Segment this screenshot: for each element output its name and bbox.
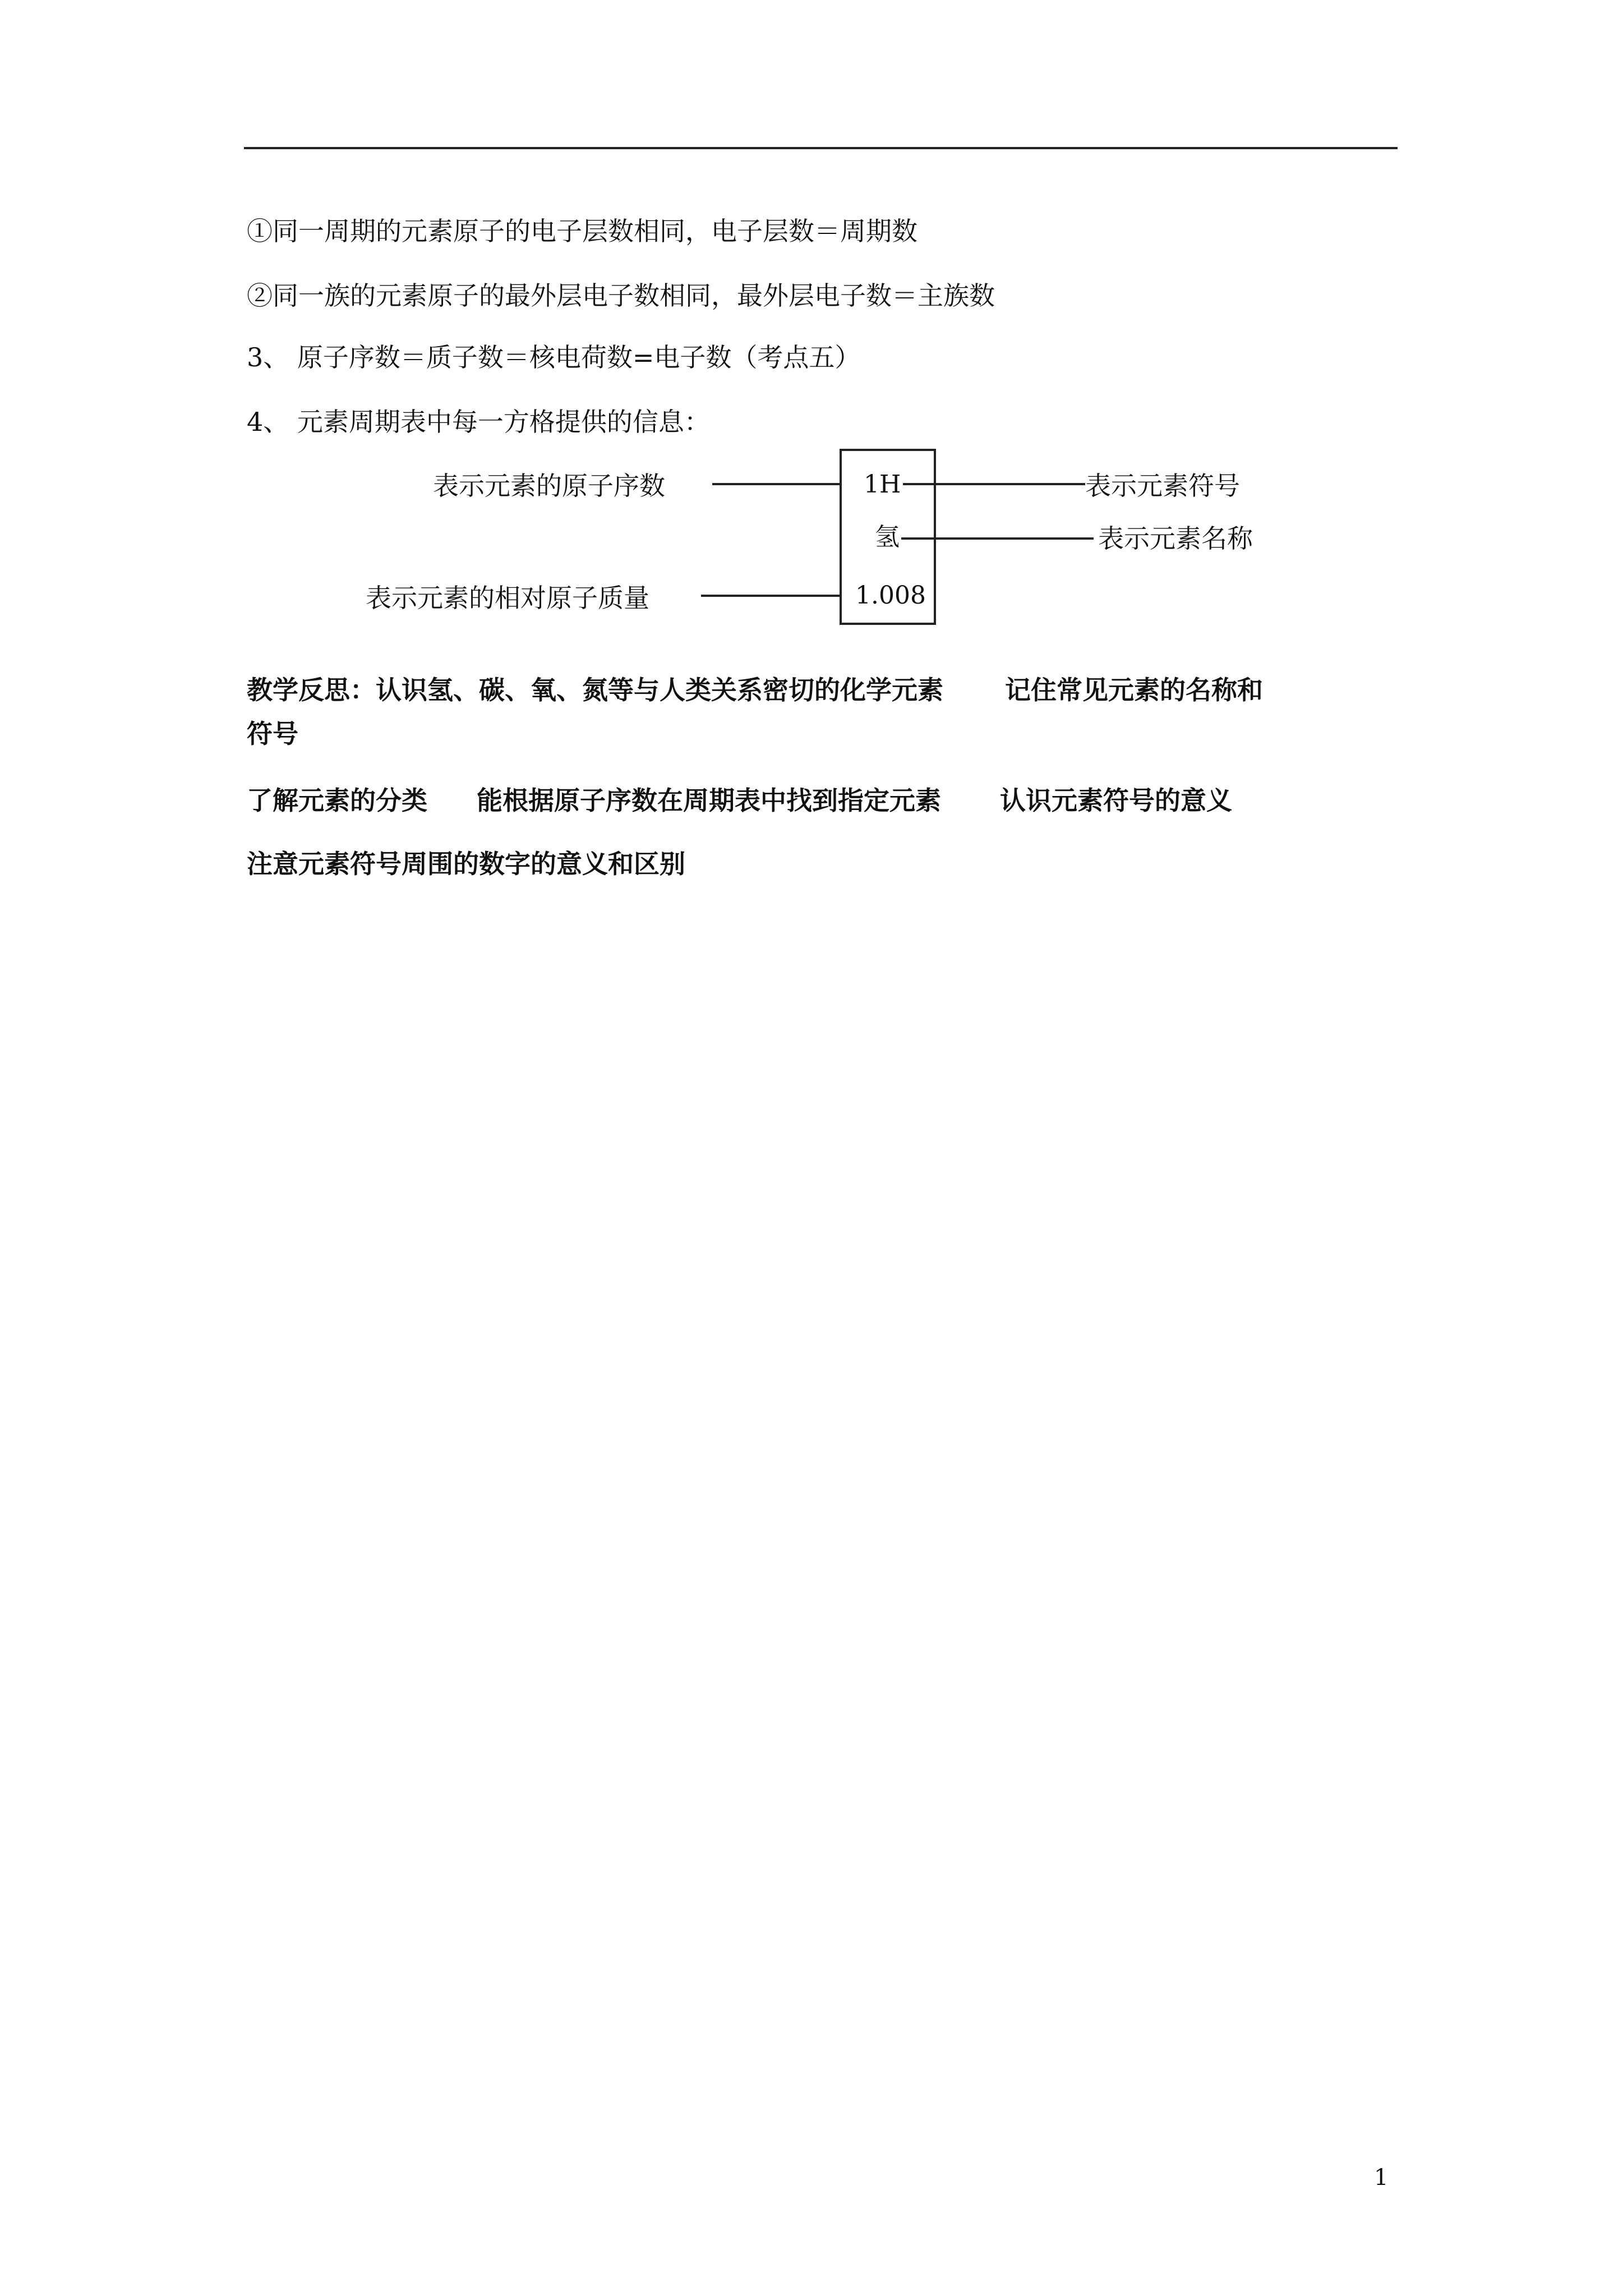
- period-rule-line: ①同一周期的元素原子的电子层数相同，电子层数＝周期数: [247, 216, 917, 246]
- page-number: 1: [1374, 2165, 1389, 2191]
- reflection-line-1-cont: 符号: [247, 719, 298, 749]
- cell-atomic-mass: 1.008: [855, 581, 926, 610]
- reflection-line-3: 注意元素符号周围的数字的意义和区别: [247, 849, 685, 879]
- name-label: 表示元素名称: [1098, 523, 1253, 554]
- mass-label: 表示元素的相对原子质量: [366, 583, 649, 613]
- reflection-text-1b: 记住常见元素的名称和: [1005, 675, 1263, 705]
- reflection-line-1: [247, 673, 1263, 707]
- symbol-label: 表示元素符号: [1085, 471, 1240, 501]
- cell-element-name: 氢: [875, 523, 900, 551]
- cell-number-symbol: 1H: [864, 470, 901, 499]
- connector-lines: [0, 0, 1623, 645]
- atomic-number-rule-line: 3、 原子序数＝质子数＝核电荷数=电子数（考点五）: [247, 342, 861, 372]
- element-cell-diagram: [0, 0, 1623, 645]
- group-rule-line: ②同一族的元素原子的最外层电子数相同，最外层电子数＝主族数: [247, 280, 995, 311]
- atomic-number-label: 表示元素的原子序数: [433, 471, 665, 501]
- reflection-text-2a: 了解元素的分类: [247, 785, 427, 816]
- reflection-line-2: [247, 784, 1232, 817]
- reflection-text-2b: 能根据原子序数在周期表中找到指定元素: [477, 785, 941, 816]
- cell-info-heading: 4、 元素周期表中每一方格提供的信息：: [247, 407, 710, 437]
- reflection-text-1a: 教学反思：认识氢、碳、氧、氮等与人类关系密切的化学元素: [247, 675, 943, 705]
- reflection-text-2c: 认识元素符号的意义: [1000, 785, 1232, 816]
